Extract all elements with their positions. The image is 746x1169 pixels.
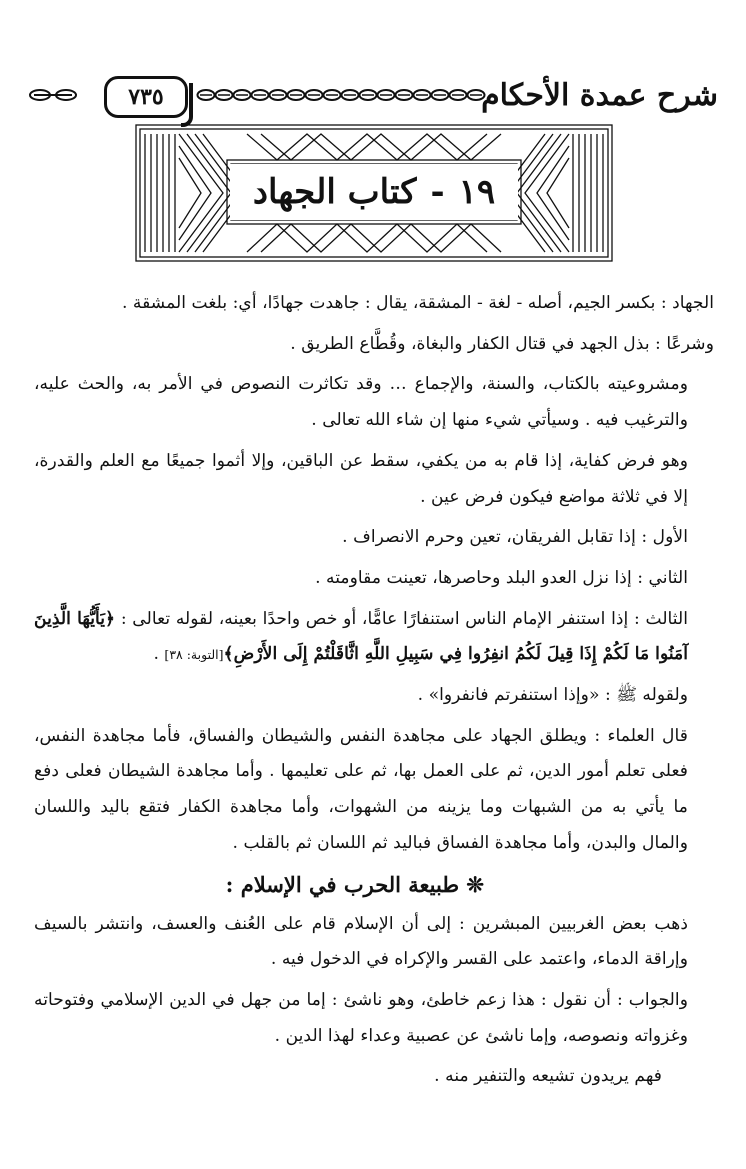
chapter-banner bbox=[135, 124, 613, 262]
third-case-lead: الثالث : إذا استنفر الإمام الناس استنفارًا عامًّا، أو خص واحدًا بعينه، لقوله تعالى : bbox=[120, 608, 688, 629]
paragraph-answer: والجواب : أن نقول : هذا زعم خاطئ، وهو ناشئ : إما من جهل في الدين الإسلامي وفتوحاته وغزواته ونصوصه، وإما ناشئ عن عصبية وعداء لهذا الدين . bbox=[34, 989, 688, 1046]
chapter-number: ١٩ bbox=[458, 172, 496, 212]
paragraph-definition-shari: وشرعًا : بذل الجهد في قتال الكفار والبغاة، وقُطَّاع الطريق . bbox=[290, 333, 714, 354]
running-header bbox=[28, 68, 722, 124]
paragraph-definition-language: الجهاد : بكسر الجيم، أصله - لغة - المشقة، يقال : جاهدت جهادًا، أي: بلغت المشقة . bbox=[121, 293, 714, 313]
book-title: شرح عمدة الأحكام bbox=[481, 78, 718, 113]
header-chain-ornament bbox=[196, 87, 492, 103]
paragraph-claim: ذهب بعض الغربيين المبشرين : إلى أن الإسلام قام على العُنف والعسف، وانتشر بالسيف وإراقة الدماء، واعتمد على القسر والإكراه في الدخول فيه . bbox=[34, 913, 688, 970]
section-marker-icon: ❊ bbox=[466, 871, 484, 897]
page-number: ٧٣٥ bbox=[128, 84, 164, 110]
paragraph-third-case bbox=[34, 602, 714, 673]
paragraph-ruling: وهو فرض كفاية، إذا قام به من يكفي، سقط عن الباقين، وإلا أثموا جميعًا مع العلم والقدرة، إلا في ثلاثة مواضع فيكون فرض عين . bbox=[34, 450, 688, 507]
verse-reference: [التوبة: ٣٨] bbox=[164, 647, 224, 663]
paragraph-first-case: الأول : إذا تقابل الفريقان، تعين وحرم الانصراف . bbox=[342, 527, 688, 548]
quran-verse: ﴿يَأَيُّهَا الَّذِينَ آمَنُوا مَا لَكُمْ إِذَا قِيلَ لَكُمُ انفِرُوا فِي سَبِيلِ اللَّهِ اثَّاقَلْتُمْ إِلَى الأَرْضِ﴾ bbox=[34, 608, 688, 665]
chapter-heading bbox=[230, 164, 518, 220]
section-heading bbox=[34, 867, 714, 903]
page-number-box bbox=[104, 76, 188, 118]
header-chain-ornament-left bbox=[28, 87, 80, 103]
paragraph-hadith bbox=[34, 678, 714, 714]
chapter-title: كتاب الجهاد bbox=[252, 172, 417, 212]
paragraph-scholars: قال العلماء : ويطلق الجهاد على مجاهدة النفس والشيطان والفساق، فأما مجاهدة النفس، فعلى تعلم أمور الدين، ثم على العمل بها، ثم على تعليمها . وأما مجاهدة الشيطان فعلى دفع ما يأتي به من الشبهات وما يزينه من الشهوات، وأما مجاهدة الكفار فتقع باليد واللسان والمال والبدن، وأما مجاهدة الفساق فباليد ثم اللسان ثم بالقلب . bbox=[34, 725, 688, 853]
section-title: طبيعة الحرب في الإسلام : bbox=[225, 871, 460, 897]
chapter-dash: - bbox=[430, 172, 445, 212]
paragraph-second-case: الثاني : إذا نزل العدو البلد وحاصرها، تعينت مقاومته . bbox=[315, 567, 688, 588]
hadith-lead: ولقوله ﷺ : bbox=[599, 685, 688, 706]
paragraph-conclusion: فهم يريدون تشيعه والتنفير منه . bbox=[434, 1066, 662, 1087]
main-text bbox=[34, 286, 714, 1100]
paragraph-legitimacy: ومشروعيته بالكتاب، والسنة، والإجماع … وقد تكاثرت النصوص في الأمر به، والحث عليه، والترغيب فيه . وسيأتي شيء منها إن شاء الله تعالى . bbox=[34, 374, 688, 431]
verse-end: . bbox=[153, 644, 165, 665]
hadith-text: «وإذا استنفرتم فانفروا» . bbox=[417, 685, 600, 706]
